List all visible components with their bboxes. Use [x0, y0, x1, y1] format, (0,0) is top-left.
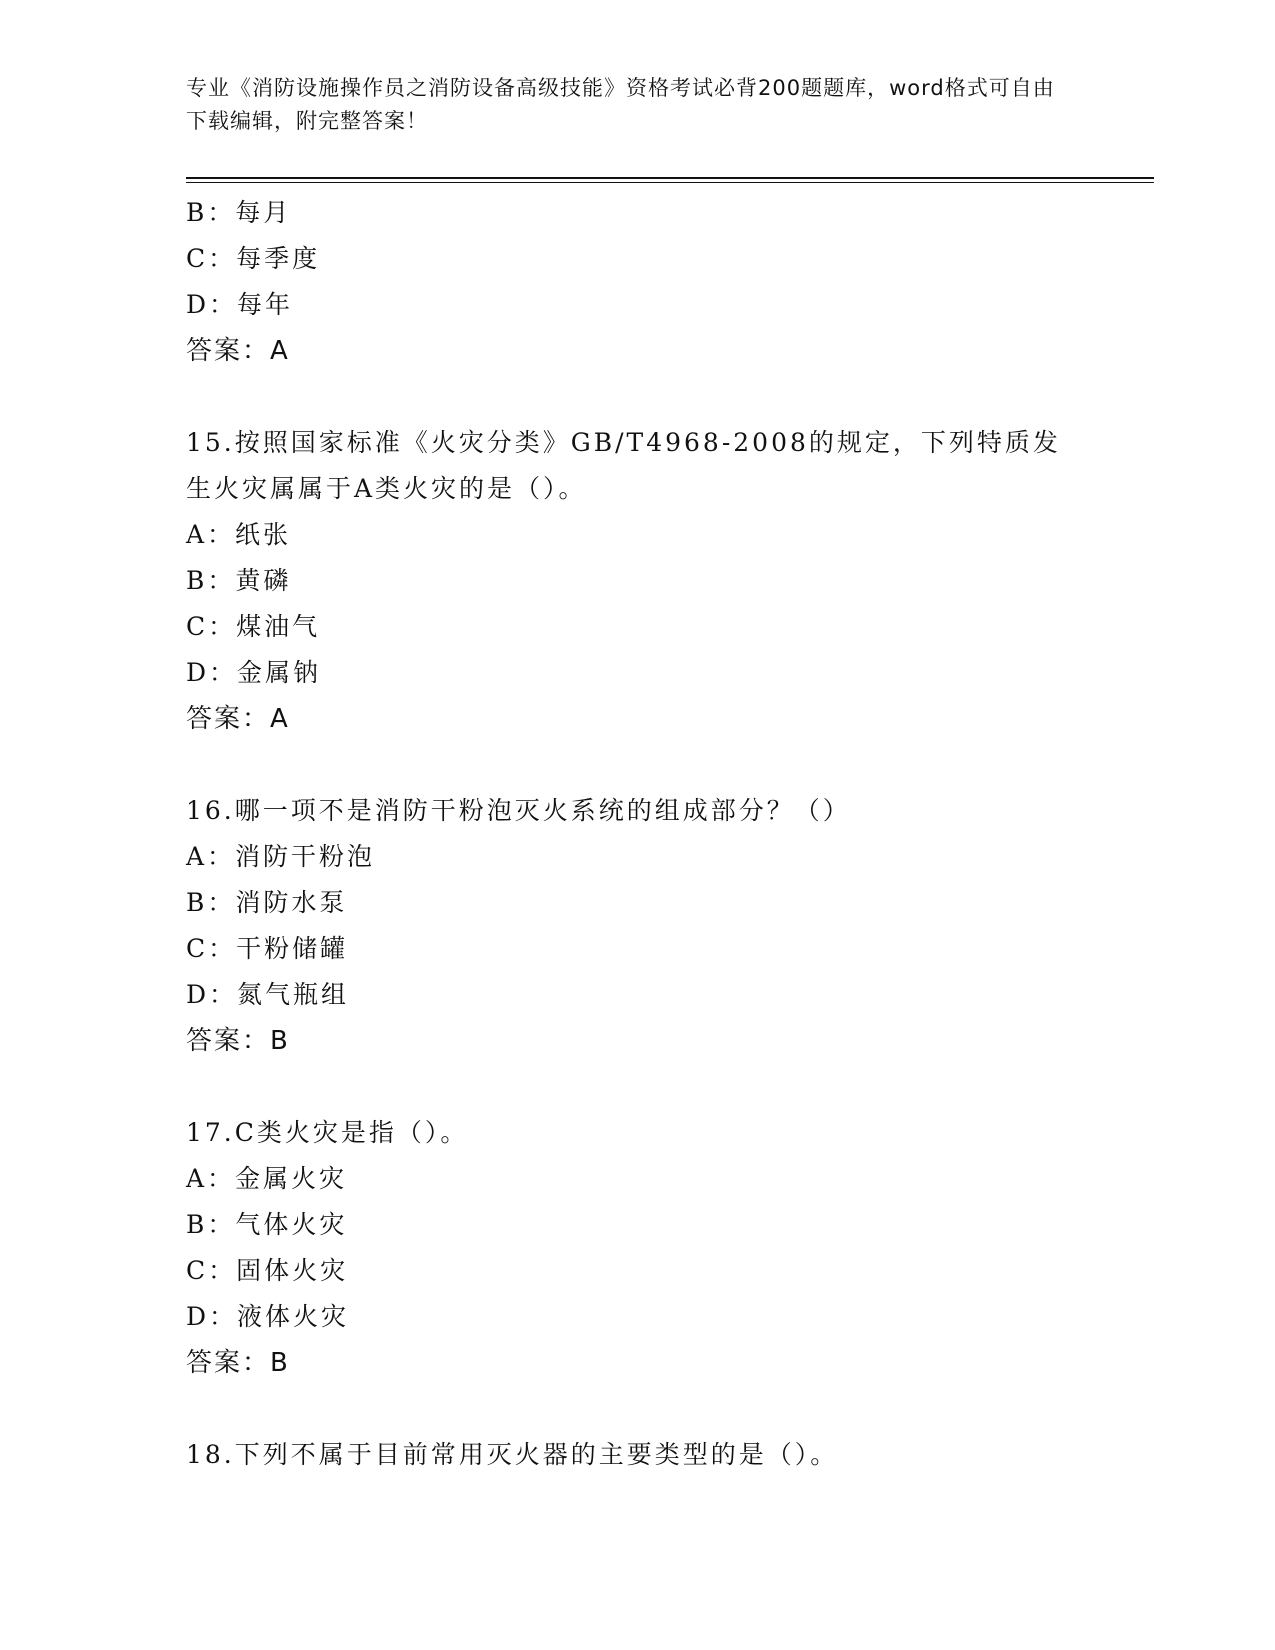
- option-b: B：气体火灾: [186, 1210, 348, 1239]
- spacer: [186, 1064, 1076, 1110]
- question-block-14-tail: [186, 190, 1076, 374]
- option-a: A：纸张: [186, 520, 292, 549]
- question-block-16: [186, 788, 1076, 1064]
- question-text: 15.按照国家标准《火灾分类》GB/T4968-2008的规定，下列特质发生火灾属属于A类火灾的是（）。: [186, 428, 1061, 503]
- spacer: [186, 742, 1076, 788]
- option-d: D：氮气瓶组: [186, 980, 350, 1009]
- question-block-17: [186, 1110, 1076, 1386]
- document-header: 专业《消防设施操作员之消防设备高级技能》资格考试必背200题题库，word格式可自由下载编辑，附完整答案！: [186, 76, 1055, 133]
- option-b: B：每月: [186, 198, 292, 227]
- header-rule-thin: [186, 182, 1154, 183]
- question-text: 17.C类火灾是指（）。: [186, 1118, 469, 1147]
- option-d: D：每年: [186, 290, 294, 319]
- spacer: [186, 374, 1076, 420]
- spacer: [186, 1386, 1076, 1432]
- option-c: C：煤油气: [186, 612, 321, 641]
- question-text: 18.下列不属于目前常用灭火器的主要类型的是（）。: [186, 1440, 839, 1469]
- answer-line: 答案：A: [186, 704, 290, 734]
- option-c: C：每季度: [186, 244, 321, 273]
- question-text: 16.哪一项不是消防干粉泡灭火系统的组成部分？（）: [186, 796, 851, 825]
- question-block-15: [186, 420, 1076, 742]
- answer-line: 答案：B: [186, 1026, 290, 1056]
- answer-line: 答案：A: [186, 336, 290, 366]
- option-c: C：固体火灾: [186, 1256, 349, 1285]
- question-block-18: [186, 1432, 1076, 1478]
- option-d: D：液体火灾: [186, 1302, 350, 1331]
- option-c: C：干粉储罐: [186, 934, 349, 963]
- option-a: A：消防干粉泡: [186, 842, 376, 871]
- option-b: B：黄磷: [186, 566, 292, 595]
- option-b: B：消防水泵: [186, 888, 348, 917]
- answer-line: 答案：B: [186, 1348, 290, 1378]
- header-rule-thick: [186, 177, 1154, 179]
- option-a: A：金属火灾: [186, 1164, 348, 1193]
- option-d: D：金属钠: [186, 658, 322, 687]
- question-content: [186, 190, 1076, 1478]
